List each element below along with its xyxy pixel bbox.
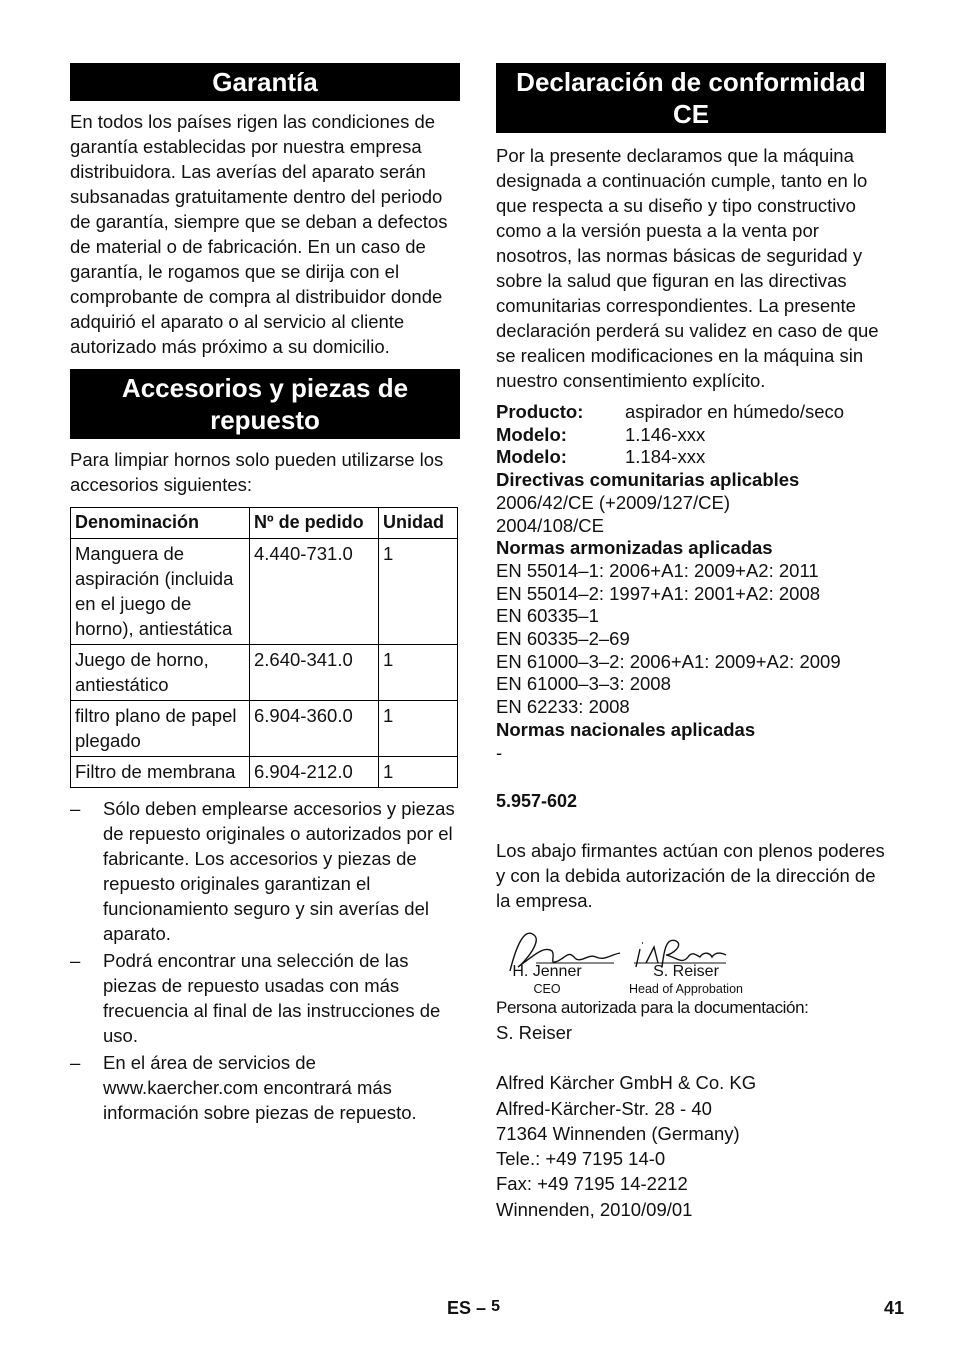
producto-row xyxy=(496,401,886,424)
table-header-row xyxy=(71,508,458,539)
cell-unidad: 1 xyxy=(379,645,458,701)
signer-role: CEO xyxy=(533,982,561,997)
directiva-item: 2004/108/CE xyxy=(496,514,605,536)
signer-reiser xyxy=(616,963,756,997)
right-column xyxy=(496,63,886,1222)
address-line: Alfred Kärcher GmbH & Co. KG xyxy=(496,1072,757,1094)
accesorios-heading: Accesorios y piezas de repuesto xyxy=(70,369,460,439)
list-item-text: En el área de servicios de www.kaercher.com encontrará más información sobre piezas de repuesto. xyxy=(103,1052,417,1123)
producto-value: aspirador en húmedo/seco xyxy=(625,401,845,422)
signer-name: H. Jenner xyxy=(512,963,582,981)
left-column xyxy=(70,63,460,1127)
modelo-value: 1.146-xxx xyxy=(625,423,706,445)
persona-autorizada-label: Persona autorizada para la documentación: xyxy=(496,998,809,1018)
list-item xyxy=(70,1050,460,1125)
address-line: Alfred-Kärcher-Str. 28 - 40 xyxy=(496,1097,712,1119)
table-row xyxy=(71,539,458,645)
normas-nacionales-label: Normas nacionales aplicadas xyxy=(496,718,756,740)
product-spec xyxy=(496,401,886,764)
garantia-heading: Garantía xyxy=(70,63,460,101)
signatures xyxy=(496,927,886,997)
signer-name: S. Reiser xyxy=(653,963,719,981)
cell-denominacion: Manguera de aspiración (incluida en el juego de horno), antiestática xyxy=(71,539,250,645)
address-line: Tele.: +49 7195 14-0 xyxy=(496,1148,666,1170)
normas-nacionales-value: - xyxy=(496,741,503,763)
norma-item: EN 60335–1 xyxy=(496,605,599,627)
firmantes-text: Los abajo firmantes actúan con plenos poderes y con la debida autorización de la dirección de la empresa. xyxy=(496,840,885,912)
list-item xyxy=(70,948,460,1048)
directivas-label: Directivas comunitarias aplicables xyxy=(496,469,800,491)
norma-item: EN 60335–2–69 xyxy=(496,628,630,650)
declaracion-heading: Declaración de conformidad CE xyxy=(496,63,886,133)
cell-denominacion: Juego de horno, antiestático xyxy=(71,645,250,701)
page-footer-label xyxy=(447,1298,500,1319)
cell-pedido: 6.904-212.0 xyxy=(250,757,379,788)
norma-item: EN 61000–3–3: 2008 xyxy=(496,673,671,695)
signer-role: Head of Approbation xyxy=(629,982,743,997)
accessories-table xyxy=(70,507,458,788)
normas-armonizadas-label: Normas armonizadas aplicadas xyxy=(496,537,773,559)
dash-bullet: – xyxy=(70,798,81,819)
producto-label: Producto: xyxy=(496,401,584,422)
footer-dash: – xyxy=(476,1298,487,1318)
table-row xyxy=(71,701,458,757)
address-line: Winnenden, 2010/09/01 xyxy=(496,1198,693,1220)
list-item-text: Sólo deben emplearse accesorios y piezas de repuesto originales o autorizados por el fabricante. Los accesorios y piezas de repuesto originales garantizan el funcionamiento seguro y sin averías del aparato. xyxy=(103,798,455,944)
directiva-item: 2006/42/CE (+2009/127/CE) xyxy=(496,491,730,513)
accessories-notes-list xyxy=(70,796,460,1125)
document-number: 5.957-602 xyxy=(496,791,578,812)
company-address xyxy=(496,1070,886,1222)
declaracion-text: Por la presente declaramos que la máquina designada a continuación cumple, tanto en lo que respecta a su diseño y tipo constructivo como a la versión puesta a la venta por nosotros, las normas básicas de seguridad y sobre la salud que figuran en las directivas comunitarias correspondientes. La presente declaración perderá su validez en caso de que se realicen modificaciones en la máquina sin nuestro consentimiento explícito. xyxy=(496,145,879,391)
cell-pedido: 4.440-731.0 xyxy=(250,539,379,645)
section-page: 5 xyxy=(491,1298,500,1315)
cell-pedido: 6.904-360.0 xyxy=(250,701,379,757)
norma-item: EN 62233: 2008 xyxy=(496,696,630,718)
list-item xyxy=(70,796,460,946)
cell-pedido: 2.640-341.0 xyxy=(250,645,379,701)
dash-bullet: – xyxy=(70,950,81,971)
address-line: 71364 Winnenden (Germany) xyxy=(496,1122,740,1144)
cell-unidad: 1 xyxy=(379,701,458,757)
cell-unidad: 1 xyxy=(379,539,458,645)
modelo-row xyxy=(496,446,886,469)
address-line: Fax: +49 7195 14-2212 xyxy=(496,1173,688,1195)
col-header-unidad: Unidad xyxy=(379,508,458,539)
cell-unidad: 1 xyxy=(379,757,458,788)
signer-jenner xyxy=(504,963,590,997)
accesorios-intro: Para limpiar hornos solo pueden utilizarse los accesorios siguientes: xyxy=(70,449,444,495)
list-item-text: Podrá encontrar una selección de las piezas de repuesto usadas con más frecuencia al final de las instrucciones de uso. xyxy=(103,950,441,1046)
col-header-pedido: Nº de pedido xyxy=(250,508,379,539)
cell-denominacion: Filtro de membrana xyxy=(71,757,250,788)
persona-autorizada-name: S. Reiser xyxy=(496,1022,573,1044)
table-row xyxy=(71,645,458,701)
norma-item: EN 61000–3–2: 2006+A1: 2009+A2: 2009 xyxy=(496,650,841,672)
norma-item: EN 55014–1: 2006+A1: 2009+A2: 2011 xyxy=(496,559,819,581)
modelo-value: 1.184-xxx xyxy=(625,446,706,468)
language-code: ES xyxy=(447,1298,472,1318)
norma-item: EN 55014–2: 1997+A1: 2001+A2: 2008 xyxy=(496,582,821,604)
table-row xyxy=(71,757,458,788)
col-header-denominacion: Denominación xyxy=(71,508,250,539)
dash-bullet: – xyxy=(70,1052,81,1073)
garantia-text: En todos los países rigen las condiciones de garantía establecidas por nuestra empresa distribuidora. Las averías del aparato serán subsanadas gratuitamente dentro del periodo de garantía, siempre que se deban a defectos de material o de fabricación. En un caso de garantía, le rogamos que se dirija con el comprobante de compra al distribuidor donde adquirió el aparato o al servicio al cliente autorizado más próximo a su domicilio. xyxy=(70,111,448,357)
modelo-row xyxy=(496,424,886,447)
modelo-label: Modelo: xyxy=(496,446,567,468)
cell-denominacion: filtro plano de papel plegado xyxy=(71,701,250,757)
page-number: 41 xyxy=(884,1298,905,1318)
modelo-label: Modelo: xyxy=(496,423,567,445)
